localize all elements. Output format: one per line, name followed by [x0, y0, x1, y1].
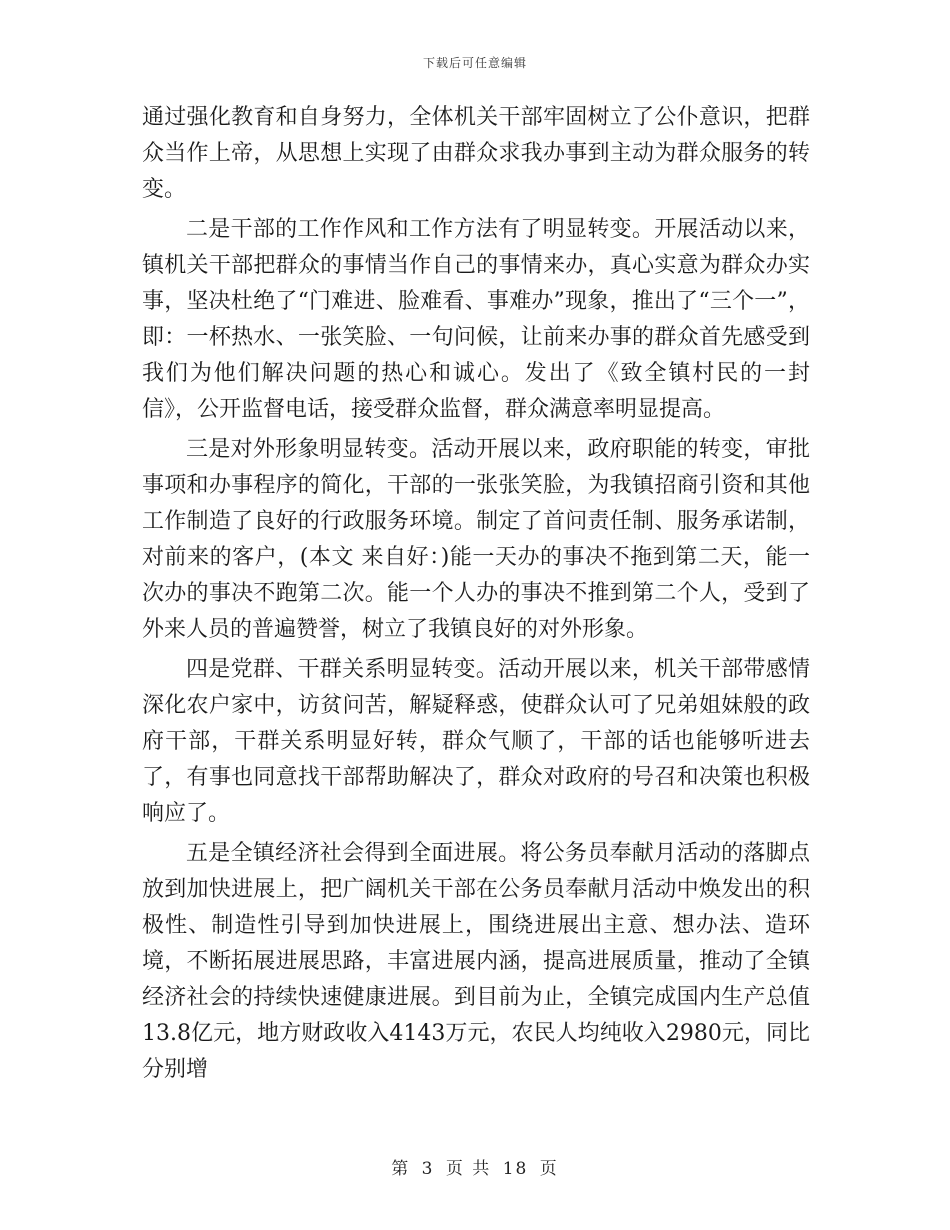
current-page-number: 3	[421, 1159, 435, 1179]
footer-prefix: 第	[391, 1159, 411, 1179]
footer-middle: 页 共	[445, 1159, 492, 1179]
paragraph-5: 五是全镇经济社会得到全面进展。将公务员奉献月活动的落脚点放到加快进展上，把广阔机关干部在公务员奉献月活动中焕发出的积极性、制造性引导到加快进展上，围绕进展出主意、想办法、造环境，不断拓展进展思路，丰富进展内涵，提高进展质量，推动了全镇经济社会的持续快速健康进展。到目前为止，全镇完成国内生产总值13.8亿元，地方财政收入4143万元，农民人均纯收入2980元，同比分别增	[142, 841, 810, 1082]
paragraph-2: 二是干部的工作作风和工作方法有了明显转变。开展活动以来，镇机关干部把群众的事情当作自己的事情来办，真心实意为群众办实事，坚决杜绝了“门难进、脸难看、事难办”现象，推出了“三个一”，即：一杯热水、一张笑脸、一句问候，让前来办事的群众首先感受到我们为他们解决问题的热心和诚心。发出了《致全镇村民的一封信》，公开监督电话，接受群众监督，群众满意率明显提高。	[142, 217, 810, 422]
total-page-count: 18	[502, 1159, 529, 1179]
document-body	[142, 100, 810, 1092]
paragraph-1: 通过强化教育和自身努力，全体机关干部牢固树立了公仆意识，把群众当作上帝，从思想上实现了由群众求我办事到主动为群众服务的转变。	[142, 105, 810, 202]
footer-suffix: 页	[539, 1159, 559, 1179]
paragraph-4: 四是党群、干群关系明显转变。活动开展以来，机关干部带感情深化农户家中，访贫问苦，解疑释惑，使群众认可了兄弟姐妹般的政府干部，干群关系明显好转，群众气顺了，干部的话也能够听进去了，有事也同意找干部帮助解决了，群众对政府的号召和决策也积极响应了。	[142, 657, 810, 826]
paragraph-3: 三是对外形象明显转变。活动开展以来，政府职能的转变，审批事项和办事程序的简化，干部的一张张笑脸，为我镇招商引资和其他工作制造了良好的行政服务环境。制定了首问责任制、服务承诺制，对前来的客户，(本文 来自好：)能一天办的事决不拖到第二天，能一次办的事决不跑第二次。能一个人办的事决不推到第二个人，受到了外来人员的普遍赞誉，树立了我镇良好的对外形象。	[142, 437, 810, 642]
page-footer	[0, 1154, 950, 1179]
page-header: 下载后可任意编辑	[422, 56, 527, 70]
